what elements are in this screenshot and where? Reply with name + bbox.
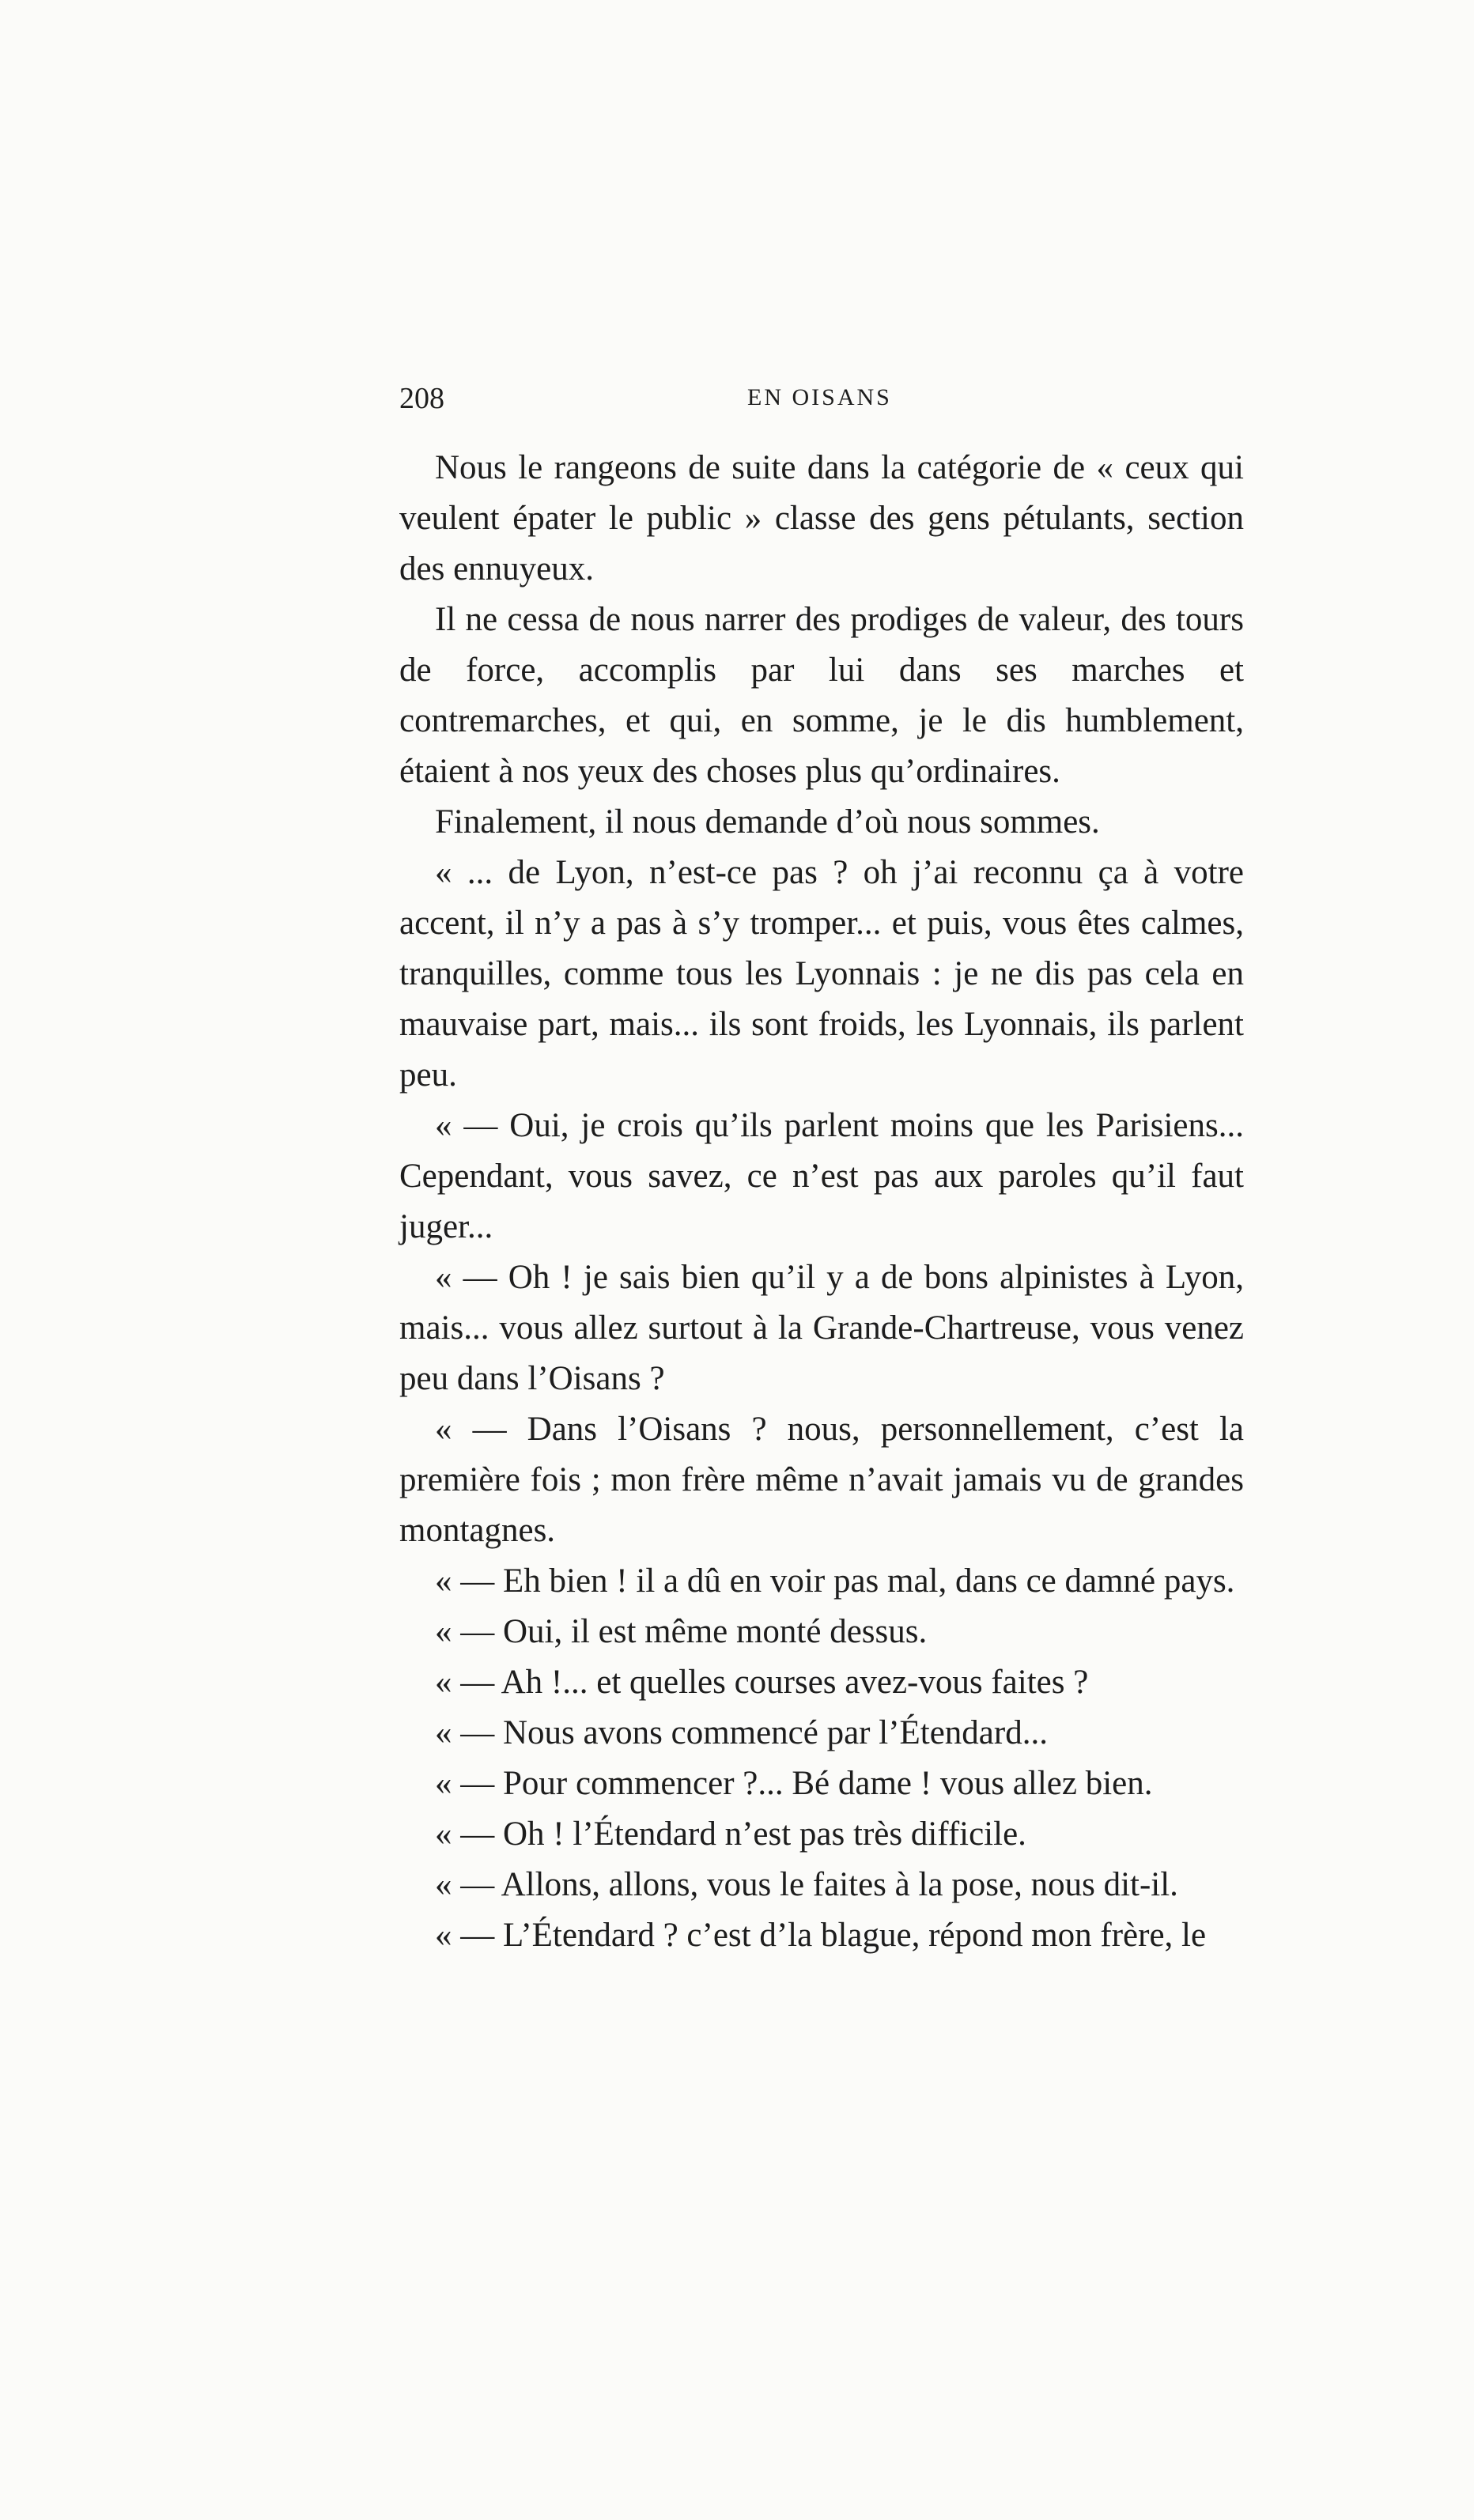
paragraph: « ... de Lyon, n’est-ce pas ? oh j’ai reconnu ça à votre accent, il n’y a pas à s’y tromper... et puis, vous êtes calmes, tranquilles, comme tous les Lyonnais : je ne dis pas cela en mauvaise part, mais... ils sont froids, les Lyonnais, ils parlent peu. xyxy=(399,854,1244,1094)
paragraph: « — Ah !... et quelles courses avez-vous faites ? xyxy=(435,1664,1089,1701)
page-header xyxy=(399,381,1245,429)
paragraph: Il ne cessa de nous narrer des prodiges de valeur, des tours de force, accomplis par lui dans ses marches et contremarches, et qui, en somme, je le dis humblement, étaient à nos yeux des choses plus qu’ordinaires. xyxy=(399,601,1244,790)
running-title: EN OISANS xyxy=(747,384,892,410)
paragraph: « — Oh ! l’Étendard n’est pas très difficile. xyxy=(435,1815,1026,1853)
paragraph: « — Oh ! je sais bien qu’il y a de bons alpinistes à Lyon, mais... vous allez surtout à la Grande-Chartreuse, vous venez peu dans l’Oisans ? xyxy=(399,1259,1244,1397)
paragraph: « — Nous avons commencé par l’Étendard... xyxy=(435,1714,1048,1751)
body-text xyxy=(399,443,1244,1961)
paragraph: Nous le rangeons de suite dans la catégorie de « ceux qui veulent épater le public » classe des gens pétulants, section des ennuyeux. xyxy=(399,449,1244,587)
paragraph: « — Eh bien ! il a dû en voir pas mal, dans ce damné pays. xyxy=(435,1562,1235,1600)
paragraph: « — Oui, il est même monté dessus. xyxy=(435,1613,928,1650)
paragraph: « — Pour commencer ?... Bé dame ! vous allez bien. xyxy=(435,1765,1153,1802)
paragraph: « — Allons, allons, vous le faites à la pose, nous dit-il. xyxy=(435,1866,1178,1903)
paragraph: « — Oui, je crois qu’ils parlent moins que les Parisiens... Cependant, vous savez, ce n’est pas aux paroles qu’il faut juger... xyxy=(399,1107,1244,1245)
paragraph: Finalement, il nous demande d’où nous sommes. xyxy=(435,803,1100,841)
paragraph: « — L’Étendard ? c’est d’la blague, répond mon frère, le xyxy=(435,1917,1207,1954)
paragraph: « — Dans l’Oisans ? nous, personnellement, c’est la première fois ; mon frère même n’avait jamais vu de grandes montagnes. xyxy=(399,1411,1244,1549)
page-number: 208 xyxy=(399,382,444,415)
